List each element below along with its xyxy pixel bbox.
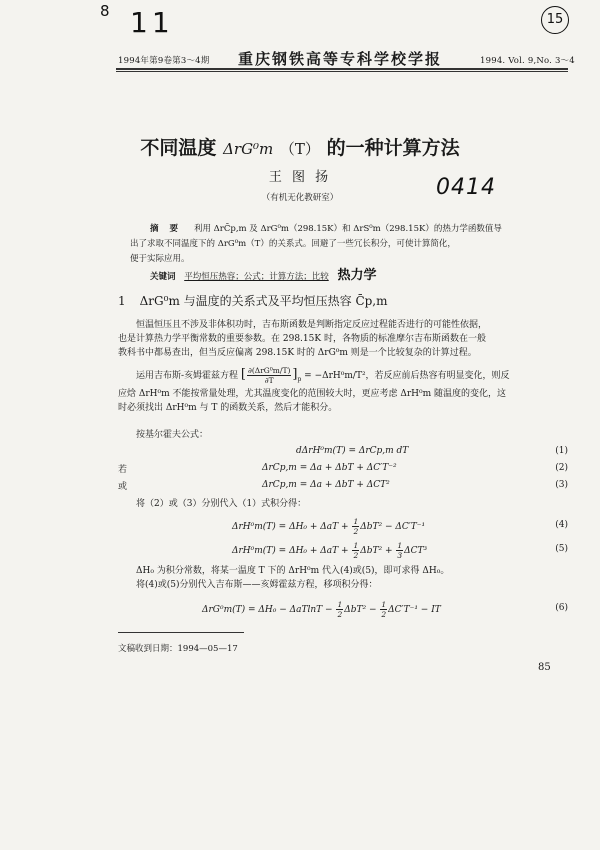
equation-3: 或 ΔrCp,m = Δa + ΔbT + ΔCT² (3) [118, 480, 568, 492]
gibbs-helmholtz-fraction: $\frac{\text{∂(ΔrG⁰m/T)}}{\partial T}$ [248, 366, 291, 385]
paragraph-3: 按基尔霍夫公式： [136, 430, 209, 440]
handwritten-mark: 8 [100, 2, 110, 20]
footnote-rule [118, 632, 244, 633]
header-journal-title: 重庆钢铁高等专科学校学报 [238, 50, 443, 68]
equation-block-1 [118, 446, 568, 497]
page-number: 85 [538, 662, 551, 673]
equation-2: 若 ΔrCp,m = Δa + ΔbT + ΔC′T⁻² (2) [118, 463, 568, 475]
header-volume: 1994. Vol. 9,No. 3～4 [480, 56, 575, 66]
paragraph-6: 将(4)或(5)分别代入吉布斯——亥姆霍兹方程，移项积分得： [136, 580, 378, 590]
title-symbol: ΔrG⁰m [223, 140, 274, 158]
handwritten-number: 11 [130, 6, 174, 39]
paragraph-1: 恒温恒压且不涉及非体积功时，吉布斯函数是判断指定反应过程能否进行的可能性依据， 也是计算热力学平衡常数的重要参数。在 298.15K 时，各物质的标准摩尔吉布斯函数在一般 教科书中都易查出，但当反应偏离 298.15K 时的 ΔrG⁰m 则是一个比较复杂的计算过程。 [118, 320, 488, 358]
equation-5: ΔrH⁰m(T) = ΔH₀ + ΔaT + $\frac{1}{2}$ ΔbT² + $\frac{1}{3}$ ΔCT³ (5) [232, 541, 568, 560]
abstract: 摘 要 利用 ΔrC̄p,m 及 ΔrG⁰m（298.15K）和 ΔrS⁰m（298.15K）的热力学函数值导 出了求取不同温度下的 ΔrG⁰m（T）的关系式。回避了一些冗长积分，可使计算简化， 便于实际应用。 [130, 224, 502, 264]
header-issue: 1994年第9卷第3～4期 [118, 56, 210, 66]
abstract-label: 摘 要 [150, 224, 182, 234]
affiliation: （有机无化教研室） [261, 193, 339, 203]
header-rule-thin [116, 71, 568, 72]
paragraph-4: 将（2）或（3）分别代入（1）式积分得： [136, 499, 307, 509]
keywords: 关键词 平均恒压热容；公式；计算方法；比较 热力学 [150, 268, 377, 283]
handwritten-keyword: 热力学 [337, 268, 377, 283]
equation-4: ΔrH⁰m(T) = ΔH₀ + ΔaT + $\frac{1}{2}$ ΔbT² − ΔC′T⁻¹ (4) [232, 517, 568, 536]
header-rule [116, 68, 568, 70]
equation-1: dΔrH⁰m(T) = ΔrCp,m dT (1) [296, 446, 568, 456]
handwritten-code: 0414 [436, 175, 496, 200]
footnote-received-date: 文稿收到日期：1994—05—17 [118, 644, 238, 654]
circled-page-mark: 15 [541, 6, 569, 34]
article-title: 不同温度 ΔrG⁰m （T） 的一种计算方法 [140, 137, 460, 159]
equation-6: ΔrG⁰m(T) = ΔH₀ − ΔaTlnT − $\frac{1}{2}$ ΔbT² − $\frac{1}{2}$ ΔC′T⁻¹ − IT (6) [202, 600, 568, 619]
paragraph-5: ΔH₀ 为积分常数，将某一温度 T 下的 ΔrH⁰m 代入(4)或(5)，即可求得 ΔH₀。 [136, 566, 450, 576]
paragraph-2: 运用吉布斯-亥姆霍兹方程 [ $\frac{\text{∂(ΔrG⁰m/T)}}{\partial T}$ ]$_p = -\Delta rH^0m/T^2$，若反应前后热容有明显变化，则反 应焓 ΔrH⁰m 不能按常量处理，尤其温度变化的范围较大时，更应考虑 ΔrH⁰m 随温度的变化，这 时必须找出 ΔrH⁰m 与 T 的函数关系，然后才能积分。 [118, 366, 510, 413]
section-heading: 1 ΔrG⁰m 与温度的关系式及平均恒压热容 C̄p,m [118, 294, 388, 308]
author: 王 图 扬 [268, 170, 332, 185]
keywords-label: 关键词 [150, 272, 176, 282]
